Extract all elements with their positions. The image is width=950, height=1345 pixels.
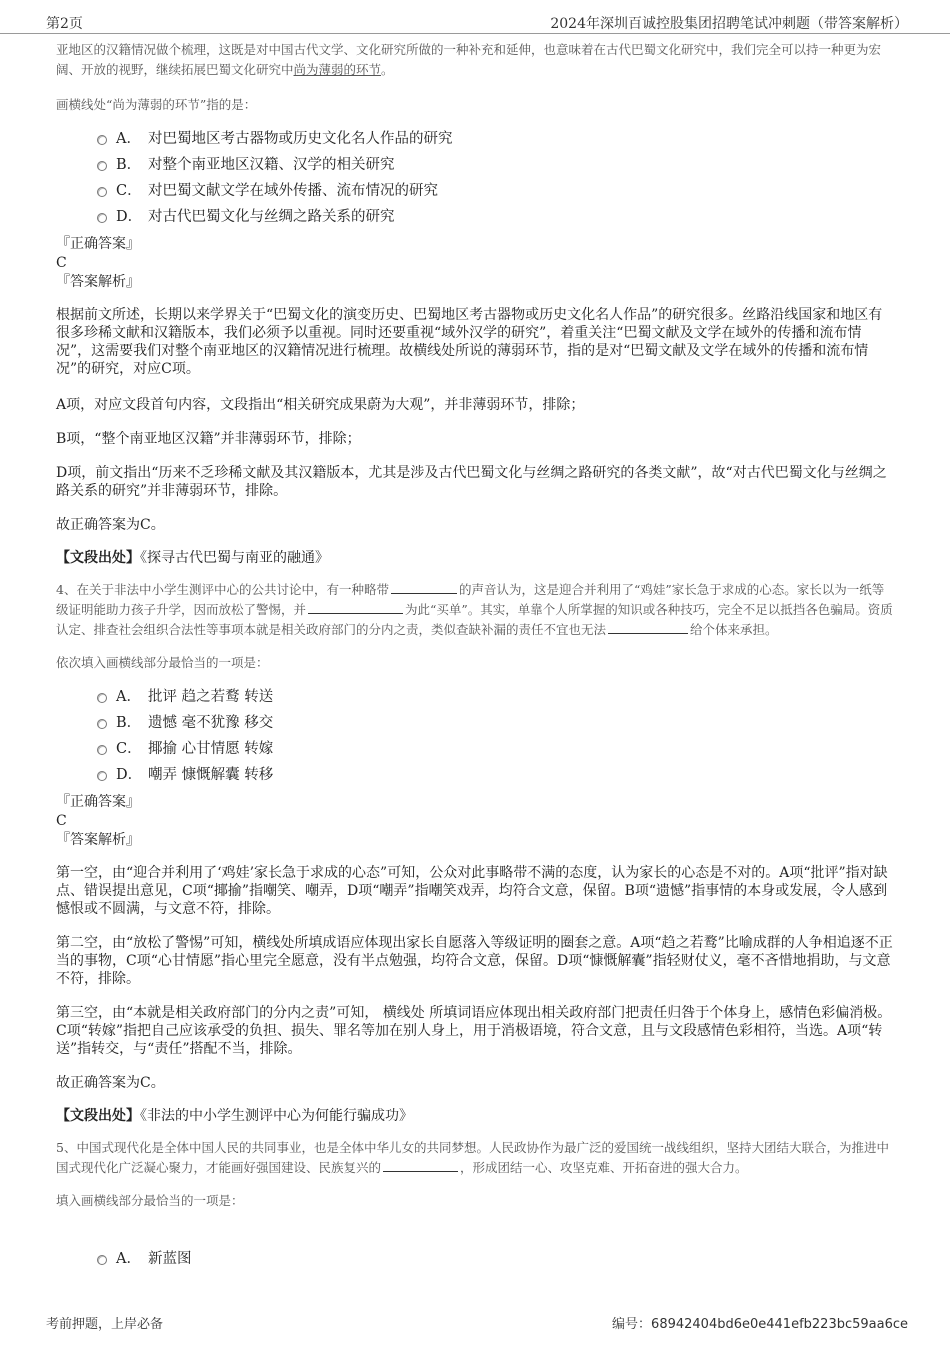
radio-icon[interactable] — [97, 693, 107, 703]
footer-document-code: 编号：68942404bd6e0e441efb223bc59aa6ce — [612, 1317, 908, 1332]
q5-blank — [383, 1159, 458, 1172]
q3-analysis-3: B项，“整个南亚地区汉籍”并非薄弱环节，排除； — [56, 431, 361, 447]
q3-analysis-2: A项，对应文段首句内容，文段指出“相关研究成果蔚为大观”，并非薄弱环节，排除； — [56, 397, 585, 413]
document-body — [56, 40, 896, 1272]
q3-option-c[interactable]: C． 对巴蜀文献文学在域外传播、流布情况的研究 — [56, 178, 896, 204]
q3-source: 【文段出处】《探寻古代巴蜀与南亚的融通》 — [56, 550, 329, 566]
q4-answer: C — [56, 813, 67, 829]
q4-analysis-2: 第二空，由“放松了警惕”可知，横线处所填成语应体现出家长自愿落入等级证明的圈套之意。A项“趋之若鹜”比喻成群的人争相追逐不正当的事物，C项“心甘情愿”指心里完全愿意，没有半点勉强，均符合文意，保留。D项“慷慨解囊”指轻财仗义，毫不吝惜地捐助，与文意不符，排除。 — [56, 935, 893, 987]
page-header — [0, 0, 950, 34]
q3-option-a[interactable]: A． 对巴蜀地区考古器物或历史文化名人作品的研究 — [56, 126, 896, 152]
q4-source: 【文段出处】《非法的中小学生测评中心为何能行骗成功》 — [56, 1108, 413, 1124]
q3-answer-tag: 『正确答案』 — [56, 236, 140, 252]
q4-option-a[interactable]: A． 批评 趋之若鹜 转送 — [56, 684, 896, 710]
q4-text: 4、在关于非法中小学生测评中心的公共讨论中，有一种略带 的声音认为，这是迎合并利用了“鸡娃”家长急于求成的心态。家长以为一纸等级证明能助力孩子升学，因而放松了警惕，并 为此“买单”。其实，单靠个人所掌握的知识或各种技巧，完全不足以抵挡各色骗局。资质认定、排查社会组织合法性等事项本就是相关政府部门的分内之责，类似查缺补漏的责任不宜也无法 给个体来承担。 — [56, 582, 893, 637]
q4-option-d[interactable]: D． 嘲弄 慷慨解囊 转移 — [56, 762, 896, 788]
q4-analysis-3: 第三空，由“本就是相关政府部门的分内之责”可知， 横线处 所填词语应体现出相关政府部门把责任归咎于个体身上，感情色彩偏消极。C项“转嫁”指把自己应该承受的负担、损失、罪名等加在别人身上，用于消极语境，符合文意，且与文段感情色彩相符，当选。A项“转送”指转交，与“责任”搭配不当，排除。 — [56, 1005, 892, 1057]
document-title: 2024年深圳百诚控股集团招聘笔试冲刺题（带答案解析） — [550, 16, 908, 32]
q3-options — [56, 126, 896, 230]
radio-icon[interactable] — [97, 213, 107, 223]
radio-icon[interactable] — [97, 1255, 107, 1265]
q4-answer-tag: 『正确答案』 — [56, 794, 140, 810]
q3-prompt: 画横线处“尚为薄弱的环节”指的是： — [56, 97, 257, 112]
q4-analysis-4: 故正确答案为C。 — [56, 1075, 165, 1091]
q3-analysis-1: 根据前文所述，长期以来学界关于“巴蜀文化的演变历史、巴蜀地区考古器物或历史文化名人作品”的研究很多。丝路沿线国家和地区有很多珍稀文献和汉籍版本，我们必须予以重视。同时还要重视“域外汉学的研究”，着重关注“巴蜀文献及文学在域外的传播和流布情况”，这需要我们对整个南亚地区的汉籍情况进行梳理。故横线处所说的薄弱环节，指的是对“巴蜀文献及文学在域外的传播和流布情况”的研究，对应C项。 — [56, 307, 883, 377]
q4-blank-3 — [608, 621, 688, 634]
intro-paragraph: 亚地区的汉籍情况做个梳理，这既是对中国古代文学、文化研究所做的一种补充和延伸，也意味着在古代巴蜀文化研究中，我们完全可以持一种更为宏阔、开放的视野，继续拓展巴蜀文化研究中尚为薄弱的环节。 — [56, 42, 882, 77]
q4-analysis-1: 第一空，由“迎合并利用了‘鸡娃’家长急于求成的心态”可知，公众对此事略带不满的态度，认为家长的心态是不对的。A项“批评”指对缺点、错误提出意见，C项“揶揄”指嘲笑、嘲弄，D项“嘲弄”指嘲笑戏弄，均符合文意，保留。B项“遗憾”指事情的本身或发展，令人感到憾恨或不圆满，与文意不符，排除。 — [56, 865, 888, 917]
q4-option-c[interactable]: C． 揶揄 心甘情愿 转嫁 — [56, 736, 896, 762]
q3-option-b[interactable]: B． 对整个南亚地区汉籍、汉学的相关研究 — [56, 152, 896, 178]
q5-text: 5、中国式现代化是全体中国人民的共同事业，也是全体中华儿女的共同梦想。人民政协作为最广泛的爱国统一战线组织，坚持大团结大联合，为推进中国式现代化广泛凝心聚力，才能画好强国建设、民族复兴的 ，形成团结一心、攻坚克难、开拓奋进的强大合力。 — [56, 1140, 889, 1175]
q4-options — [56, 684, 896, 788]
q3-answer: C — [56, 255, 67, 271]
underlined-phrase: 尚为薄弱的环节 — [293, 62, 382, 77]
q4-blank-1 — [391, 581, 457, 594]
radio-icon[interactable] — [97, 771, 107, 781]
q3-analysis-tag: 『答案解析』 — [56, 274, 140, 290]
page-number: 第2页 — [46, 16, 83, 32]
q3-analysis-4: D项，前文指出“历来不乏珍稀文献及其汉籍版本，尤其是涉及古代巴蜀文化与丝绸之路研究的各类文献”，故“对古代巴蜀文化与丝绸之路关系的研究”并非薄弱环节，排除。 — [56, 465, 887, 499]
radio-icon[interactable] — [97, 135, 107, 145]
q4-analysis-tag: 『答案解析』 — [56, 832, 140, 848]
q4-prompt: 依次填入画横线部分最恰当的一项是： — [56, 655, 269, 670]
radio-icon[interactable] — [97, 187, 107, 197]
q3-option-d[interactable]: D． 对古代巴蜀文化与丝绸之路关系的研究 — [56, 204, 896, 230]
q5-prompt: 填入画横线部分最恰当的一项是： — [56, 1193, 244, 1208]
radio-icon[interactable] — [97, 745, 107, 755]
footer-slogan: 考前押题，上岸必备 — [46, 1317, 164, 1332]
q3-analysis-5: 故正确答案为C。 — [56, 517, 165, 533]
q4-option-b[interactable]: B． 遗憾 毫不犹豫 移交 — [56, 710, 896, 736]
q5-option-a[interactable]: A． 新蓝图 — [56, 1246, 896, 1272]
radio-icon[interactable] — [97, 161, 107, 171]
radio-icon[interactable] — [97, 719, 107, 729]
q4-blank-2 — [308, 601, 403, 614]
q5-options — [56, 1246, 896, 1272]
